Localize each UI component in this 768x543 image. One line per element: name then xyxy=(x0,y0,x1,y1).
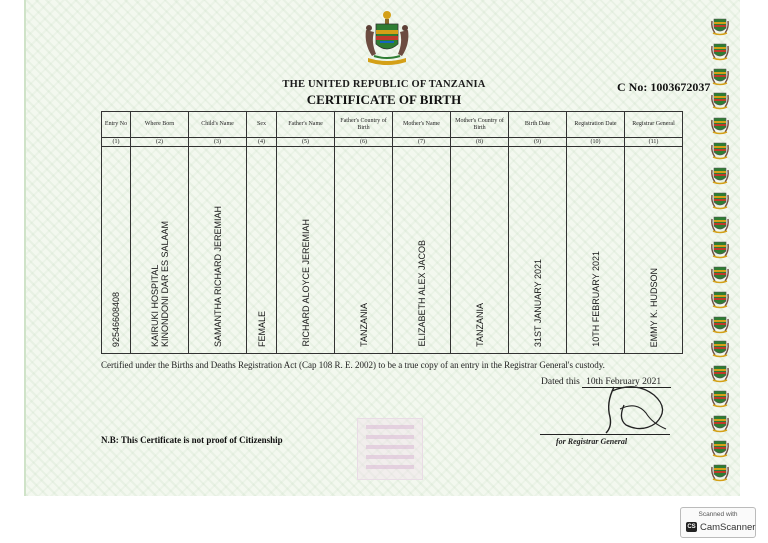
table-entry-row xyxy=(102,147,683,354)
child-name-cell xyxy=(189,147,247,354)
side-coat-of-arms-icon xyxy=(710,140,730,160)
column-number: (2) xyxy=(131,138,189,147)
column-number: (3) xyxy=(189,138,247,147)
column-number: (4) xyxy=(247,138,277,147)
camscanner-logo-icon: CS xyxy=(687,524,696,530)
birth-register-table xyxy=(101,111,683,354)
registrar-cell xyxy=(625,147,683,354)
table-header-row xyxy=(102,112,683,138)
side-coat-of-arms-icon xyxy=(710,413,730,433)
birth-date-value: 31ST JANUARY 2021 xyxy=(532,258,543,347)
side-coat-of-arms-icon xyxy=(710,462,730,482)
dated-value: 10th February 2021 xyxy=(582,377,671,388)
for-registrar-general: for Registrar General xyxy=(556,437,628,446)
table-number-row xyxy=(102,138,683,147)
column-number: (11) xyxy=(625,138,683,147)
column-header: Father's Name xyxy=(277,112,335,138)
side-coat-of-arms-icon xyxy=(710,438,730,458)
column-number: (7) xyxy=(393,138,451,147)
mother-name-cell xyxy=(393,147,451,354)
signature-line xyxy=(540,434,670,435)
certificate-title: CERTIFICATE OF BIRTH xyxy=(306,92,462,107)
column-number: (9) xyxy=(509,138,567,147)
column-number: (5) xyxy=(277,138,335,147)
coat-of-arms-emblem xyxy=(358,10,416,70)
camscanner-badge xyxy=(680,507,756,538)
birth-date-cell xyxy=(509,147,567,354)
column-header: Entry No xyxy=(102,112,131,138)
republic-heading: THE UNITED REPUBLIC OF TANZANIA xyxy=(282,79,486,90)
side-coat-of-arms-icon xyxy=(710,190,730,210)
where-born-line-1: KAIRUKI HOSPITAL xyxy=(149,264,160,347)
sex-cell xyxy=(247,147,277,354)
registrar-value: EMMY K. HUDSON xyxy=(648,267,659,347)
scanned-with-text: Scanned with xyxy=(698,511,738,518)
camscanner-text: CamScanner xyxy=(700,522,756,533)
registration-date-cell xyxy=(567,147,625,354)
side-coat-of-arms-icon xyxy=(710,90,730,110)
entry-no-value: 92546608408 xyxy=(111,291,121,347)
side-coat-of-arms-icon xyxy=(710,239,730,259)
side-coat-of-arms-icon xyxy=(710,289,730,309)
hologram-stamp xyxy=(357,418,423,480)
column-header: Registrar General xyxy=(625,112,683,138)
father-country-value: TANZANIA xyxy=(358,303,369,347)
side-coat-of-arms-icon xyxy=(710,388,730,408)
side-coat-of-arms-icon xyxy=(710,115,730,135)
citizenship-note: N.B: This Certificate is not proof of Citizenship xyxy=(101,435,283,445)
father-name-cell xyxy=(277,147,335,354)
father-name-value: RICHARD ALOYCE JEREMIAH xyxy=(300,219,311,347)
dated-label: Dated this xyxy=(541,377,580,387)
side-coat-of-arms-icon xyxy=(710,66,730,86)
side-coat-of-arms-icon xyxy=(710,363,730,383)
sex-value: FEMALE xyxy=(256,310,267,347)
column-number: (8) xyxy=(451,138,509,147)
side-coat-of-arms-icon xyxy=(710,165,730,185)
mother-country-value: TANZANIA xyxy=(474,303,485,347)
mother-country-cell xyxy=(451,147,509,354)
column-header: Mother's Name xyxy=(393,112,451,138)
column-header: Birth Date xyxy=(509,112,567,138)
column-header: Registration Date xyxy=(567,112,625,138)
side-coat-of-arms-icon xyxy=(710,264,730,284)
certificate-number: C No: 1003672037 xyxy=(617,80,711,94)
where-born-value xyxy=(150,221,170,347)
mother-name-value: ELIZABETH ALEX JACOB xyxy=(416,240,427,347)
column-number: (1) xyxy=(102,138,131,147)
registrar-signature xyxy=(596,383,672,435)
side-coat-of-arms-icon xyxy=(710,41,730,61)
side-coat-of-arms-icon xyxy=(710,314,730,334)
column-header: Sex xyxy=(247,112,277,138)
column-number: (6) xyxy=(335,138,393,147)
side-coat-of-arms-icon xyxy=(710,338,730,358)
father-country-cell xyxy=(335,147,393,354)
column-header: Father's Country of Birth xyxy=(335,112,393,138)
where-born-line-2: KINONDONI DAR ES SALAAM xyxy=(159,220,170,347)
column-header: Child's Name xyxy=(189,112,247,138)
entry-no-cell xyxy=(102,147,131,354)
registration-date-value: 10TH FEBRUARY 2021 xyxy=(590,251,601,347)
column-number: (10) xyxy=(567,138,625,147)
side-coat-of-arms-icon xyxy=(710,214,730,234)
where-born-cell xyxy=(131,147,189,354)
column-header: Where Born xyxy=(131,112,189,138)
child-name-value: SAMANTHA RICHARD JEREMIAH xyxy=(212,205,223,347)
column-header: Mother's Country of Birth xyxy=(451,112,509,138)
certification-statement: Certified under the Births and Deaths Registration Act (Cap 108 R. E. 2002) to be a true copy of an entry in the Registrar General's custody. xyxy=(101,360,605,370)
side-coat-of-arms-icon xyxy=(710,16,730,36)
